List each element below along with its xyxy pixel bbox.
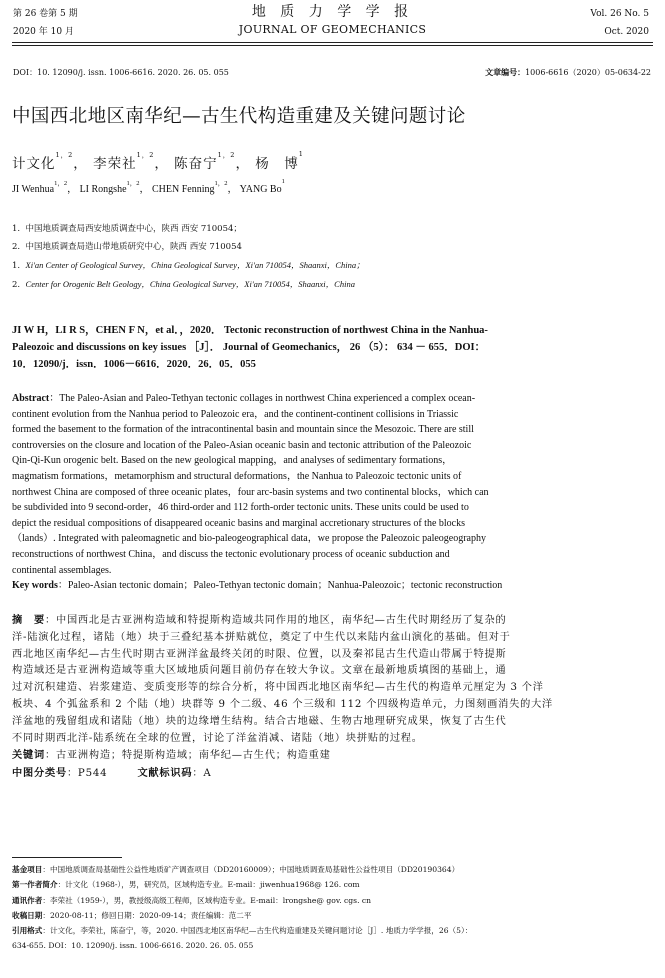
footnote-funding: 基金项目：中国地质调查局基础性公益性地质矿产调查项目（DD20160009）；中国地质调查局基础性公益性项目（DD20190364） [12, 865, 460, 874]
doi: DOI：10. 12090/j. issn. 1006-6616. 2020. 26. 05. 055 [13, 68, 229, 77]
footnote-first-author: 第一作者简介：计文化（1968-），男，研究员，区域构造专业。E-mail：jiwenhua1968@ 126. com [12, 880, 360, 890]
footnote-citation: 引用格式：计文化，李荣社，陈奋宁，等，2020. 中国西北地区南华纪—古生代构造重建及关键问题讨论［J］. 地质力学学报，26（5）： [12, 926, 473, 936]
affiliation-cn: 2. 中国地质调查局造山带地质研究中心，陕西 西安 710054 [12, 242, 242, 252]
affiliation-en: 2. Center for Orogenic Belt Geology，China Geological Survey，Xi'an 710054，Shaanxi，China [12, 279, 355, 290]
date-cn: 2020 年 10 月 [13, 27, 74, 37]
affiliation-en: 1. Xi'an Center of Geological Survey，China Geological Survey，Xi'an 710054，Shaanxi，China； [12, 260, 365, 271]
abstract-cn: 摘 要：中国西北是古亚洲构造域和特提斯构造域共同作用的地区，南华纪—古生代时期经历了复杂的 洋-陆演化过程，诸陆（地）块于三叠纪基本拼贴就位，奠定了中生代以来陆内盆山演化的基础。但对于 西北地区南华纪—古生代时期古亚洲洋盆最终关闭的时限、位置，以及秦祁昆古生代造山带属于特提斯 构造域还是古亚洲构造域等重大区域地质问题目前仍存在较大争议。文章在最新地质填图的基础上，通 过对沉积建造、岩浆建造、变质变形等的综合分析，将中国西北地区南华纪—古生代的构造单元厘定为 3 个洋 板块、4 个弧盆系和 2 个陆（地）块群等 9 个二级、46 个三级和 112 个四级构造单元，力图刻画消失的大洋 洋盆地的残留组成和诸陆（地）块的边缘增生结构。结合古地磁、生物古地理研究成果，恢复了古生代 不同时期西北洋-陆系统在全球的位置，讨论了洋盆消减、诸陆（地）块拼贴的过程。 关键词：古亚洲构造；特提斯构造域；南华纪—古生代；构造重建 中图分类号：P544 文献标识码：A [12, 612, 653, 783]
clc-value: ：P544 [66, 768, 108, 780]
date-en: Oct. 2020 [604, 27, 649, 37]
author-cn: 杨 博$^1$ [255, 150, 304, 172]
author-en: LI Rongshe$^{1,2}$， [79, 180, 150, 195]
clc-label: 中图分类号 [12, 767, 67, 780]
doc-code-value: ：A [192, 768, 212, 780]
doc-code-label: 文献标识码 [137, 767, 193, 780]
keywords-en-label: Key words [12, 580, 58, 592]
article-number-label: 文章编号： [485, 67, 526, 77]
classification-line [12, 765, 653, 783]
journal-title-cn: 地 质 力 学 学 报 [251, 4, 414, 20]
authors-en [12, 180, 285, 195]
author-en: JI Wenhua$^{1,2}$， [12, 180, 78, 195]
abstract-en-label: Abstract [12, 393, 50, 404]
header-rule-2 [12, 45, 653, 46]
author-en: CHEN Fenning$^{1,2}$， [152, 180, 238, 195]
volume-issue-en: Vol. 26 No. 5 [590, 9, 649, 19]
footnote-citation-cont: 634-655. DOI：10. 12090/j. issn. 1006-6616. 2020. 26. 05. 055 [12, 941, 254, 951]
footnote-corresponding: 通讯作者：李荣社（1959-），男，教授级高级工程师，区域构造专业。E-mail：lrongshe@ gov. cgs. cn [12, 895, 372, 905]
abstract-cn-label: 摘 要 [12, 614, 45, 626]
volume-issue-cn: 第 26 卷第 5 期 [13, 9, 78, 19]
footnotes [12, 862, 657, 954]
keywords-cn: 关键词：古亚洲构造；特提斯构造域；南华纪—古生代；构造重建 [12, 749, 331, 762]
authors-cn [12, 152, 304, 172]
keywords-cn-label: 关键词 [12, 749, 45, 762]
author-cn: 计文化$^{1,2}$， [12, 151, 88, 172]
footnote-dates: 收稿日期：2020-08-11；修回日期：2020-09-14；责任编辑：范二平 [12, 910, 252, 920]
footnote-rule [12, 857, 122, 858]
article-number-value: 1006-6616（2020）05-0634-22 [525, 68, 651, 77]
author-en: YANG Bo$^1$ [239, 178, 285, 195]
journal-title-en: JOURNAL OF GEOMECHANICS [238, 23, 427, 36]
author-cn: 陈奋宁$^{1,2}$， [174, 151, 250, 172]
affiliation-cn: 1. 中国地质调查局西安地质调查中心，陕西 西安 710054； [12, 224, 242, 234]
citation-en: JI W H，LI R S，CHEN F N，et al．，2020． Tectonic reconstruction of northwest China in the Nanhua- Paleozoic and discussions on key issues ［J］． Journal of Geomechanics， 26 （5）： 634 － 655．DOI： 10．12090/j．issn．1006－6616．2020．26．05．055 [12, 325, 488, 370]
abstract-en: Abstract：The Paleo-Asian and Paleo-Tethyan tectonic collages in northwest China experienced a complex ocean- continent evolution from the Nanhua period to Paleozoic era，and the continent-continent collisions in Triassic formed the basement to the formation of the intracontinental basin and mountain since the Mesozoic. There are still controversies on the closure and location of the Paleo-Asian oceanic basin and tectonic attribution of the Paleozoic Qin-Qi-Kun orogenic belt. Based on the new geological mapping，and analyses of sedimentary formations， magmatism formations，metamorphism and structural deformations，the Nanhua to Paleozoic tectonic units of northwest China are composed of three oceanic plates，four arc-basin systems and two continental blocks，which can be subdivided into 9 second-order，46 third-order and 112 forth-order tectonic units. These units could be used to depict the residual compositions of disappeared oceanic basins and marginal accretionary structures of the blocks （lands）. Integrated with paleomagnetic and bio-paleogeographical data，we propose the Paleozoic paleogeography reconstructions of northwest China，and discuss the tectonic evolutionary process of oceanic subduction and continental assemblages. Key words：Paleo-Asian tectonic domain；Paleo-Tethyan tectonic domain；Nanhua-Paleozoic；tectonic reconstruction [12, 391, 653, 594]
article-number [485, 67, 651, 78]
header-rule [12, 42, 653, 43]
article-title: 中国西北地区南华纪—古生代构造重建及关键问题讨论 [12, 106, 466, 127]
keywords-en: Key words：Paleo-Asian tectonic domain；Paleo-Tethyan tectonic domain；Nanhua-Paleozoic；tectonic reconstruction [12, 580, 503, 592]
affiliations [12, 222, 652, 292]
author-cn: 李荣社$^{1,2}$， [93, 151, 169, 172]
